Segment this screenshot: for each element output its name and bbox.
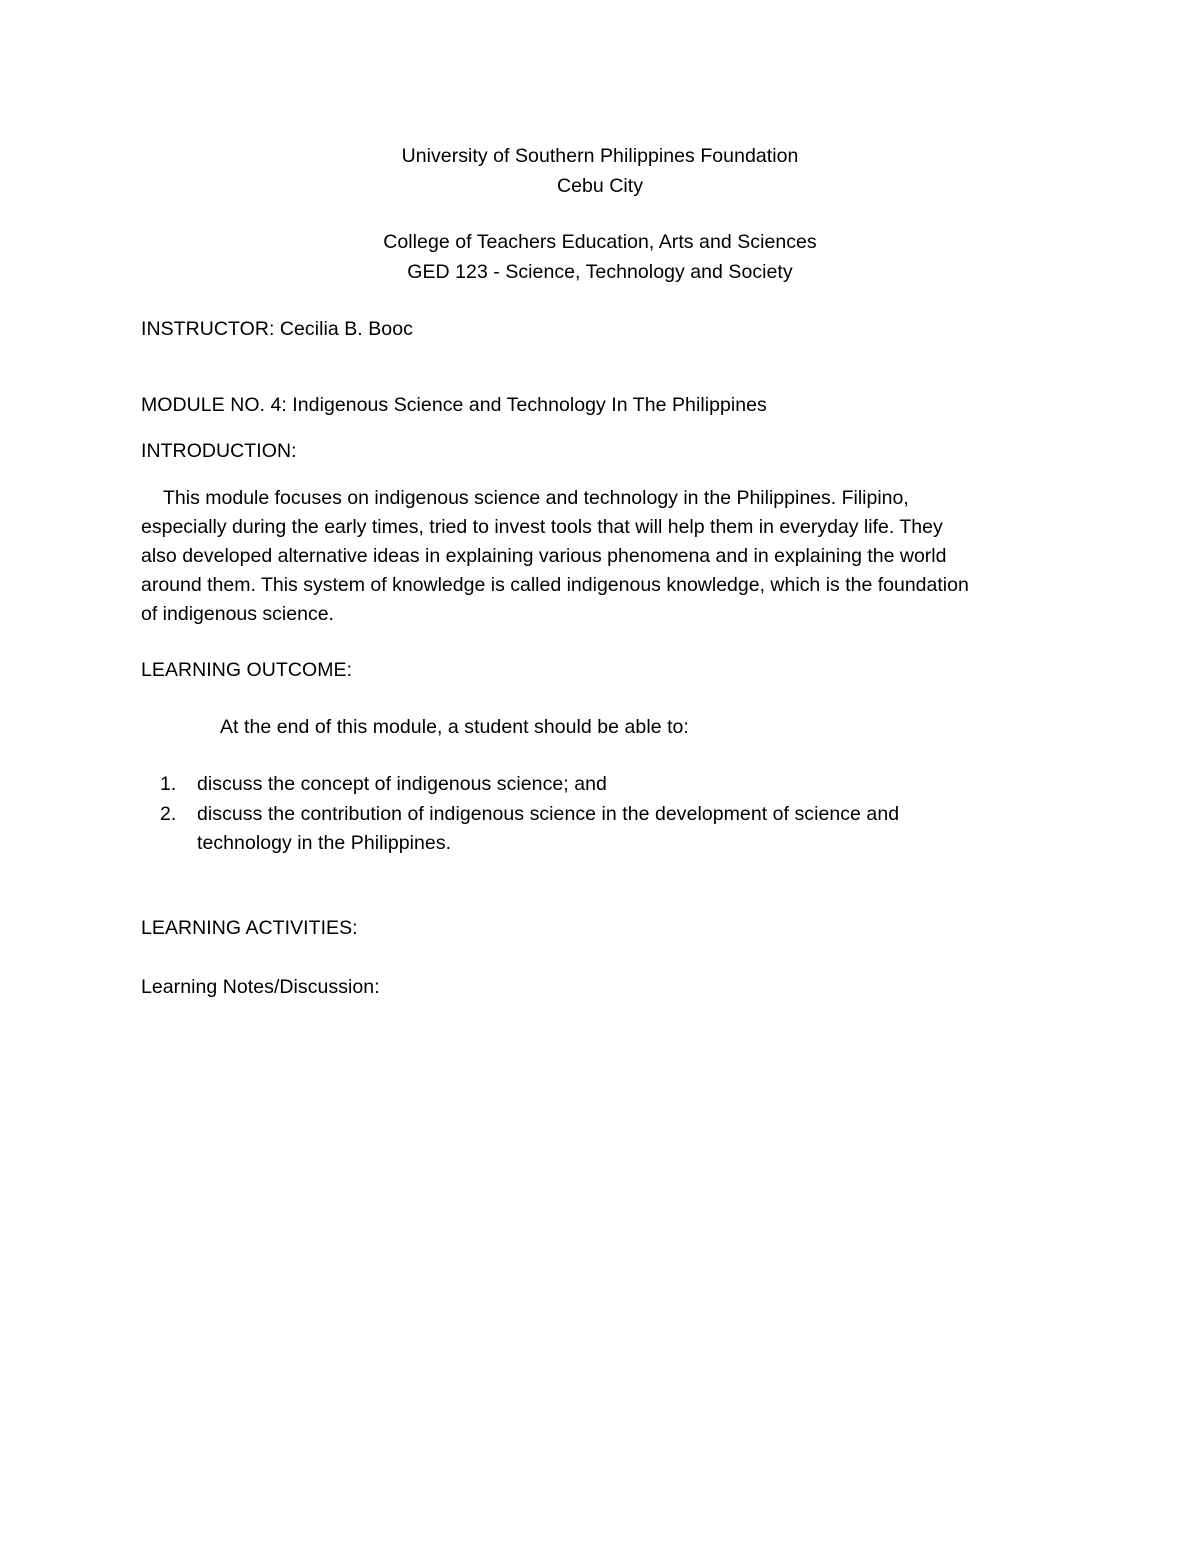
learning-outcome-heading: LEARNING OUTCOME: [141, 659, 353, 681]
learning-outcome-lead: At the end of this module, a student should be able to: [220, 716, 689, 738]
university-name: University of Southern Philippines Foundation [401, 145, 799, 167]
learning-activities-heading: LEARNING ACTIVITIES: [141, 917, 358, 939]
list-item-text: technology in the Philippines. [197, 832, 452, 854]
list-item-text: discuss the concept of indigenous science; and [197, 773, 607, 795]
introduction-paragraph [141, 484, 1066, 629]
list-item-text: discuss the contribution of indigenous science in the development of science and [197, 803, 900, 825]
introduction-heading: INTRODUCTION: [141, 440, 297, 462]
introduction-line: also developed alternative ideas in explaining various phenomena and in explaining the world [141, 545, 947, 567]
course-title: GED 123 - Science, Technology and Society [407, 261, 793, 283]
introduction-line: of indigenous science. [141, 603, 334, 625]
college-name: College of Teachers Education, Arts and Sciences [383, 231, 817, 253]
city-name: Cebu City [556, 175, 644, 197]
instructor-line: INSTRUCTOR: Cecilia B. Booc [141, 318, 413, 340]
introduction-line: especially during the early times, tried to invest tools that will help them in everyday life. They [141, 516, 943, 538]
list-item-number: 1. [160, 773, 177, 795]
list-item-number: 2. [160, 803, 177, 825]
module-title: MODULE NO. 4: Indigenous Science and Technology In The Philippines [141, 394, 767, 416]
introduction-line: around them. This system of knowledge is called indigenous knowledge, which is the foundation [141, 574, 969, 596]
introduction-line: This module focuses on indigenous science and technology in the Philippines. Filipino, [163, 487, 909, 509]
learning-notes-subheading: Learning Notes/Discussion: [141, 976, 380, 998]
